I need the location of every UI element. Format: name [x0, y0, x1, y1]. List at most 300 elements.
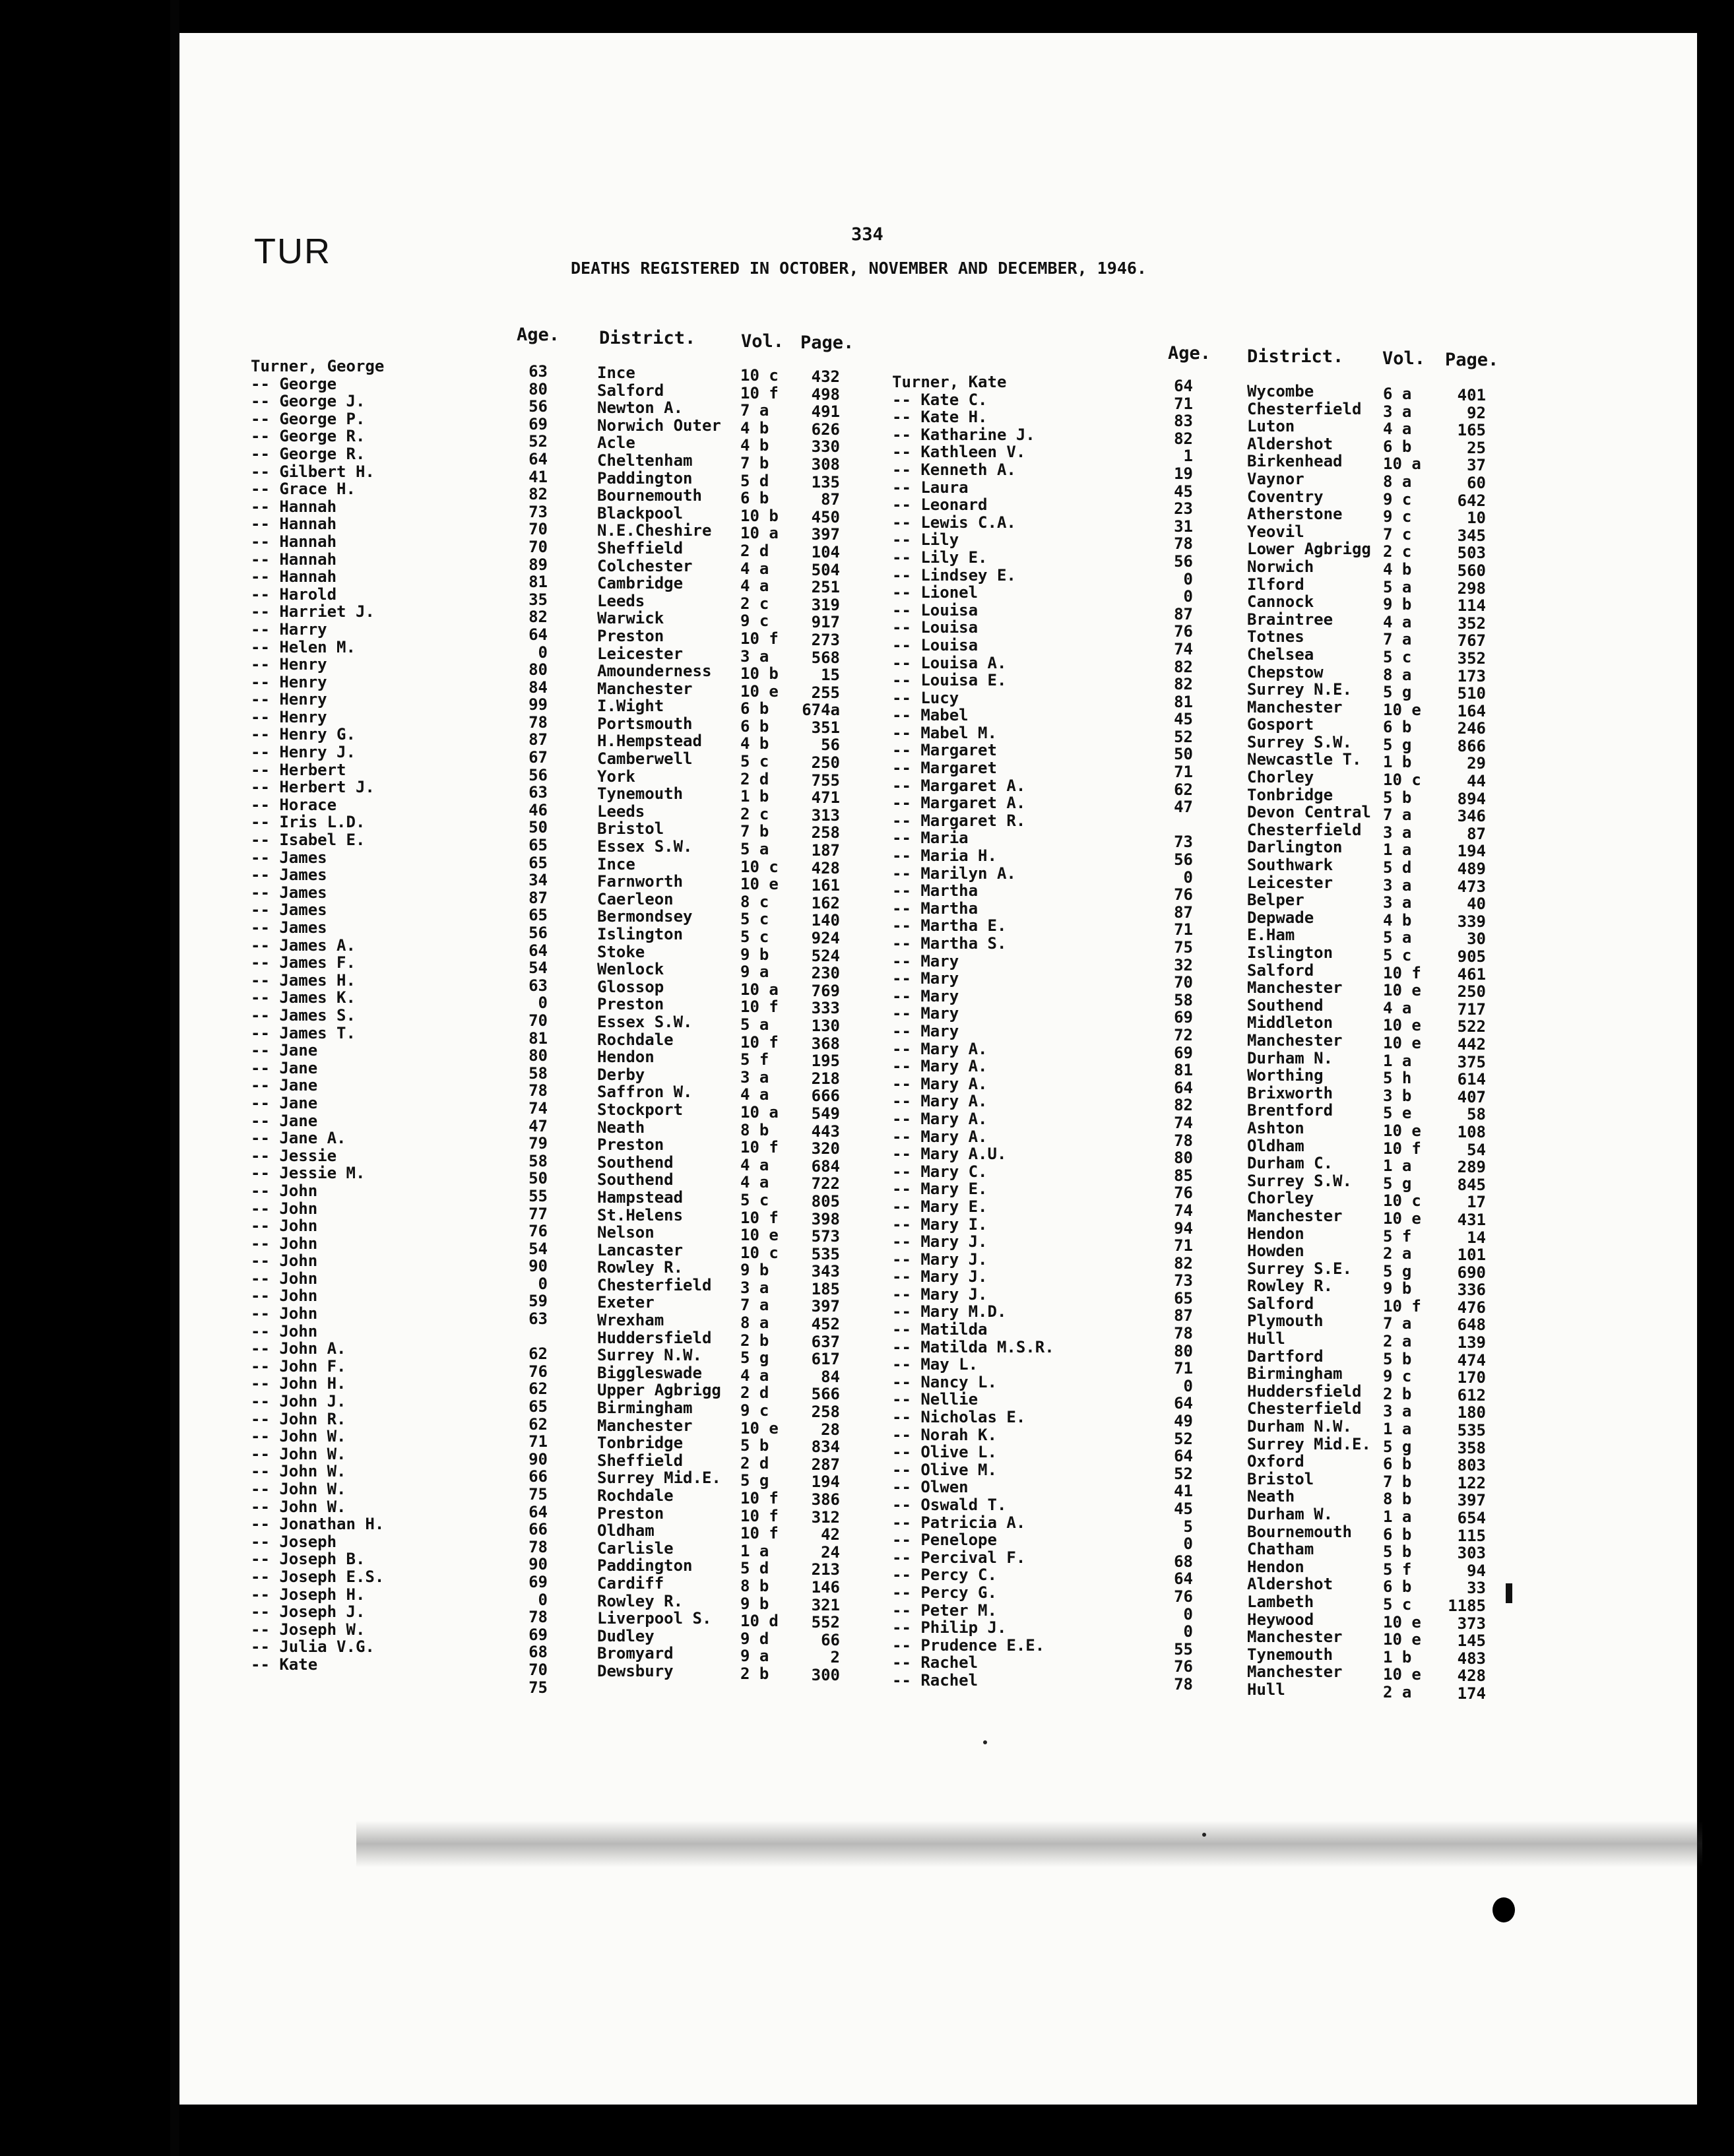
entry-vol: 7 b [740, 822, 769, 841]
entry-page: 566 [811, 1385, 840, 1404]
entry-district: Oxford [1247, 1452, 1304, 1471]
entry-district: Rochdale [597, 1486, 674, 1505]
entry-district: Dudley [597, 1626, 655, 1645]
entry-name: -- Kate C. [892, 390, 988, 409]
entry-page: 303 [1457, 1544, 1486, 1563]
entry-age: 52 [1174, 727, 1193, 746]
entry-age: 76 [1174, 885, 1193, 904]
entry-name: -- Harriet J. [251, 602, 375, 621]
entry-page: 805 [811, 1191, 840, 1211]
entry-name: -- Lewis C.A. [892, 513, 1016, 532]
entry-page: 483 [1457, 1649, 1486, 1668]
entry-name: -- Mary A. [892, 1127, 988, 1146]
entry-age: 65 [529, 1397, 548, 1416]
entry-name: -- Henry [251, 655, 327, 674]
entry-vol: 5 d [1383, 858, 1412, 877]
entry-district: Warwick [597, 609, 664, 628]
entry-age: 80 [529, 1046, 548, 1065]
entry-district: Caerleon [597, 889, 674, 908]
entry-district: Colchester [597, 556, 693, 575]
entry-page: 535 [1457, 1421, 1486, 1440]
entry-vol [740, 1683, 780, 1701]
entry-district: Aldershot [1247, 434, 1333, 453]
entry-age: 23 [1174, 499, 1193, 519]
entry-name: -- Maria H. [892, 846, 997, 866]
entry-district: Chepstow [1247, 662, 1324, 682]
entry-name: -- Jane [251, 1076, 318, 1095]
entry-district: Neath [597, 1118, 645, 1137]
entry-page: 834 [811, 1438, 840, 1457]
entry-district: Brixworth [1247, 1083, 1333, 1102]
entry-name: -- James A. [251, 935, 356, 955]
entry-vol: 10 e [1383, 1665, 1421, 1684]
entry-name: -- Mary J. [892, 1250, 988, 1269]
entry-age: 85 [1174, 1166, 1193, 1185]
entry-age: 49 [1174, 1412, 1193, 1431]
entry-page: 330 [811, 437, 840, 457]
entry-vol: 3 a [1383, 402, 1412, 421]
entry-name: -- Percy C. [892, 1566, 997, 1585]
entry-name: -- James T. [251, 1023, 356, 1042]
entry-age: 54 [529, 959, 548, 978]
entry-vol: 10 a [740, 524, 779, 543]
entry-age: 68 [529, 1643, 548, 1662]
entry-vol: 10 c [1383, 771, 1421, 790]
entry-age: 82 [529, 608, 548, 627]
entry-page: 162 [811, 893, 840, 912]
entry-name: -- Margaret A. [892, 794, 1026, 813]
entry-vol: 1 a [1383, 1051, 1412, 1070]
entry-district: Rowley R. [1247, 1277, 1333, 1296]
entry-name: -- George J. [251, 392, 366, 411]
entry-vol: 10 e [1383, 981, 1421, 1000]
entry-name: -- Joseph H. [251, 1585, 366, 1604]
entry-district: Gosport [1247, 715, 1314, 734]
entry-age [508, 1328, 548, 1346]
entry-district: Paddington [597, 1556, 693, 1575]
entry-name: -- John W. [251, 1462, 346, 1481]
entry-district: Manchester [1247, 697, 1343, 716]
entry-district: Huddersfield [597, 1328, 712, 1347]
entry-age: 70 [529, 537, 548, 556]
entry-age: 81 [1174, 1061, 1193, 1080]
speck [1202, 1833, 1206, 1837]
entry-page: 213 [811, 1560, 840, 1579]
entry-vol: 5 b [1383, 1349, 1412, 1368]
entry-district: Surrey Mid.E. [597, 1469, 721, 1488]
entry-vol: 10 e [1383, 1121, 1421, 1140]
entry-vol: 5 b [1383, 788, 1412, 807]
entry-name: -- John H. [251, 1374, 346, 1393]
entry-page: 767 [1457, 631, 1486, 650]
entry-age: 80 [1174, 1149, 1193, 1168]
entry-vol: 10 b [740, 506, 779, 525]
entry-age: 64 [529, 941, 548, 960]
entry-name: -- Isabel E. [251, 831, 366, 850]
entry-district: Stockport [597, 1100, 684, 1119]
entry-vol: 9 a [740, 1647, 769, 1666]
entry-age: 69 [529, 1572, 548, 1591]
entry-age: 87 [1174, 903, 1193, 922]
entry-name: -- John [251, 1269, 318, 1288]
entry-page: 28 [821, 1420, 840, 1439]
entry-district: Preston [597, 1135, 664, 1155]
entry-page: 428 [811, 858, 840, 877]
entry-age: 80 [529, 660, 548, 680]
entry-name: -- Henry G. [251, 725, 356, 744]
entry-age: 64 [529, 1502, 548, 1521]
entry-page: 450 [811, 507, 840, 526]
entry-district: Leicester [597, 644, 684, 663]
entry-vol: 10 e [1383, 1612, 1421, 1632]
entry-name: -- Martha [892, 881, 979, 901]
entry-page: 397 [811, 525, 840, 544]
entry-district: Salford [1247, 961, 1314, 980]
entry-page: 654 [1457, 1509, 1486, 1527]
entry-vol: 5 c [1383, 647, 1412, 666]
entry-vol: 10 b [740, 664, 779, 683]
entry-vol: 1 a [1383, 1420, 1412, 1439]
entry-name: -- Henry [251, 707, 327, 726]
entry-district: Surrey S.W. [1247, 1171, 1352, 1190]
entry-page: 333 [811, 999, 840, 1018]
right-district-column [1247, 383, 1379, 1699]
entry-age: 84 [529, 678, 548, 697]
entry-age: 80 [529, 379, 548, 398]
entry-age: 68 [1174, 1552, 1193, 1571]
entry-age: 94 [1174, 1219, 1193, 1238]
entry-district: Chorley [1247, 768, 1314, 787]
entry-page: 170 [1457, 1368, 1486, 1387]
entry-page: 674a [802, 701, 840, 720]
entry-page: 352 [1457, 614, 1486, 633]
scan-border [170, 0, 179, 2156]
entry-age: 34 [529, 871, 548, 890]
entry-page: 104 [811, 542, 840, 561]
entry-vol: 6 b [1383, 1455, 1412, 1474]
entry-page: 346 [1457, 807, 1486, 826]
entry-vol: 8 a [740, 1314, 769, 1333]
entry-age: 74 [1174, 1201, 1193, 1220]
entry-age: 63 [529, 362, 548, 381]
entry-name: -- James [251, 901, 327, 920]
entry-name: -- John W. [251, 1480, 346, 1498]
entry-district: Norwich Outer [597, 416, 721, 435]
entry-name: -- Kate [251, 1655, 318, 1674]
entry-name: -- John [251, 1217, 318, 1236]
entry-vol: 5 g [1383, 683, 1412, 702]
entry-district: Derby [597, 1065, 645, 1084]
entry-page: 287 [811, 1455, 840, 1474]
entry-district: Brentford [1247, 1101, 1333, 1120]
entry-district: Dewsbury [597, 1661, 674, 1680]
entry-page: 503 [1457, 544, 1486, 563]
entry-age: 31 [1174, 517, 1193, 536]
entry-vol: 10 e [1383, 1033, 1421, 1052]
entry-district: St.Helens [597, 1205, 684, 1224]
left-district-column [597, 364, 736, 1697]
entry-age: 81 [529, 573, 548, 592]
entry-age: 64 [1174, 1394, 1193, 1413]
entry-age: 50 [1174, 745, 1193, 764]
entry-district: Tynemouth [1247, 1645, 1333, 1664]
entry-district: Bromyard [597, 1644, 674, 1663]
entry-name: -- Grace H. [251, 480, 356, 499]
entry-age: 90 [529, 1449, 548, 1469]
entry-vol: 3 a [740, 647, 769, 666]
entry-vol: 3 a [1383, 893, 1412, 912]
entry-page: 722 [811, 1174, 840, 1193]
entry-vol: 6 b [1383, 437, 1412, 456]
entry-age: 19 [1174, 464, 1193, 483]
entry-name: -- Matilda M.S.R. [892, 1337, 1054, 1356]
entry-district: Oldham [597, 1521, 655, 1540]
entry-page: 94 [1467, 1561, 1486, 1580]
entry-age: 32 [1174, 955, 1193, 974]
entry-page: 522 [1457, 1017, 1486, 1036]
entry-page: 2 [830, 1648, 840, 1667]
entry-vol: 10 f [1383, 1296, 1421, 1316]
entry-vol: 8 a [1383, 472, 1412, 491]
entry-vol: 7 c [1383, 524, 1412, 544]
entry-vol: 5 c [1383, 1595, 1412, 1614]
entry-name: -- Henry [251, 672, 327, 691]
entry-vol: 10 c [740, 1243, 779, 1262]
entry-page: 29 [1467, 754, 1486, 773]
entry-vol: 5 g [1383, 735, 1412, 754]
entry-page: 56 [821, 736, 840, 755]
entry-vol: 6 b [740, 716, 769, 736]
entry-name: -- John [251, 1304, 318, 1323]
entry-page: 313 [811, 806, 840, 825]
entry-vol: 7 a [1383, 1314, 1412, 1333]
entry-vol: 5 b [1383, 1542, 1412, 1562]
entry-district: Manchester [597, 1416, 693, 1435]
entry-district: Preston [597, 626, 664, 645]
entry-name: -- Jane [251, 1058, 318, 1077]
entry-age: 63 [529, 976, 548, 995]
entry-district: Aldershot [1247, 1575, 1333, 1594]
entry-vol: 2 d [740, 1453, 769, 1473]
entry-district: Amounderness [597, 662, 712, 681]
entry-age: 59 [529, 1292, 548, 1311]
entry-age: 82 [1174, 1096, 1193, 1115]
entry-district: Exeter [597, 1293, 655, 1312]
entry-district: Huddersfield [1247, 1381, 1362, 1401]
entry-page: 866 [1457, 736, 1486, 755]
entry-page: 101 [1457, 1246, 1486, 1265]
entry-name: -- Iris L.D. [251, 813, 366, 832]
entry-district: Oldham [1247, 1136, 1304, 1155]
entry-vol: 2 c [740, 594, 769, 613]
entry-vol: 3 a [740, 1067, 769, 1087]
entry-vol: 1 a [740, 1541, 769, 1560]
entry-name: -- Harry [251, 619, 327, 639]
right-name-column [892, 373, 1090, 1690]
entry-district: Tonbridge [1247, 785, 1333, 804]
entry-age: 71 [1174, 394, 1193, 413]
entry-vol: 7 a [740, 401, 769, 420]
entry-name: -- Patricia A. [892, 1513, 1026, 1532]
entry-district: Southwark [1247, 856, 1333, 875]
entry-district: Salford [1247, 1294, 1314, 1313]
entry-age: 0 [1183, 569, 1193, 588]
left-vol-column [740, 367, 780, 1700]
entry-page: 298 [1457, 579, 1486, 598]
entry-district: Salford [597, 381, 664, 400]
entry-district: Blackpool [597, 503, 684, 523]
entry-vol: 3 a [740, 1278, 769, 1297]
entry-page: 845 [1457, 1175, 1486, 1194]
entry-district: Ilford [1247, 575, 1304, 594]
entry-vol: 5 a [740, 1015, 769, 1034]
entry-vol: 3 b [1383, 1086, 1412, 1105]
entry-name: -- Nellie [892, 1390, 979, 1409]
entry-vol: 7 a [1383, 806, 1412, 825]
entry-age: 0 [538, 1590, 548, 1609]
entry-district: Wycombe [1247, 382, 1314, 400]
entry-page: 524 [811, 946, 840, 965]
entry-age: 50 [529, 1169, 548, 1188]
entry-page: 684 [811, 1157, 840, 1176]
entry-district: Rowley R. [597, 1591, 684, 1610]
entry-page: 343 [811, 1262, 840, 1281]
entry-vol: 5 c [740, 928, 769, 946]
entry-name: -- Katharine J. [892, 425, 1035, 444]
entry-vol: 9 b [740, 945, 769, 964]
entry-district: York [597, 767, 635, 786]
entry-district: Durham C. [1247, 1154, 1333, 1173]
entry-district: Durham N.W. [1247, 1417, 1352, 1436]
entry-district: Bermondsey [597, 907, 693, 926]
entry-district: Wenlock [597, 960, 664, 979]
entry-name: -- Joseph [251, 1532, 337, 1551]
entry-district: Bournemouth [597, 486, 702, 505]
entry-name: -- Kenneth A. [892, 460, 1016, 479]
entry-district: Lambeth [1247, 1592, 1314, 1611]
entry-district: Cheltenham [597, 451, 693, 470]
entry-vol: 4 a [740, 1155, 769, 1174]
entry-name: -- Jane [251, 1093, 318, 1112]
entry-page: 251 [811, 578, 840, 597]
entry-name: -- Mary M.D. [892, 1302, 1007, 1321]
entry-vol: 2 a [1383, 1244, 1412, 1263]
entry-page: 398 [811, 1209, 840, 1228]
entry-district: Manchester [597, 679, 693, 698]
entry-age: 80 [1174, 1341, 1193, 1360]
left-name-column [251, 358, 416, 1691]
entry-name: -- Hannah [251, 550, 337, 569]
entry-vol: 10 a [740, 1102, 779, 1122]
entry-page: 489 [1457, 860, 1486, 879]
entry-name: -- Jessie M. [251, 1164, 366, 1183]
entry-age: 87 [1174, 604, 1193, 623]
entry-district: Heywood [1247, 1610, 1314, 1629]
entry-district: H.Hempstead [597, 732, 702, 751]
entry-name: -- Horace [251, 795, 337, 814]
entry-vol: 4 a [740, 1085, 769, 1104]
entry-district: Surrey N.W. [597, 1346, 702, 1365]
entry-vol: 1 b [1383, 1647, 1412, 1666]
entry-age: 56 [1174, 850, 1193, 870]
entry-page: 115 [1457, 1526, 1486, 1545]
entry-name: -- Nicholas E. [892, 1408, 1026, 1427]
entry-name: -- Kate H. [892, 408, 988, 427]
right-vol-column [1383, 385, 1423, 1701]
entry-page: 535 [811, 1244, 840, 1263]
page-header-right: Page. [1445, 350, 1499, 370]
entry-page: 218 [811, 1069, 840, 1088]
entry-district: Birkenhead [1247, 452, 1343, 471]
entry-age: 45 [1174, 710, 1193, 729]
entry-age: 64 [529, 625, 548, 644]
entry-age: 63 [529, 783, 548, 802]
entry-name: -- George [251, 374, 337, 393]
entry-name: -- Mary A. [892, 1039, 988, 1058]
entry-page: 40 [1467, 895, 1486, 914]
entry-district: Lower Agbrigg [1247, 540, 1371, 559]
vol-header-right: Vol. [1382, 348, 1426, 369]
entry-page: 368 [811, 1034, 840, 1053]
entry-district: Coventry [1247, 487, 1324, 506]
entry-name: -- Louisa [892, 635, 979, 654]
entry-age: 66 [529, 1520, 548, 1539]
entry-name: -- Lily E. [892, 548, 988, 567]
entry-age: 76 [529, 1362, 548, 1381]
entry-name: -- James [251, 883, 327, 902]
entry-district: Manchester [1247, 1628, 1343, 1647]
entry-vol: 10 e [740, 682, 779, 701]
entry-vol: 5 d [740, 471, 769, 490]
entry-district: Sheffield [597, 538, 684, 557]
entry-page: 452 [811, 1315, 840, 1334]
entry-vol: 1 b [740, 787, 769, 806]
entry-district: Neath [1247, 1487, 1295, 1506]
entry-vol: 9 c [1383, 507, 1412, 526]
entry-district: Leeds [597, 591, 645, 610]
entry-page: 568 [811, 648, 840, 667]
entry-page: 690 [1457, 1263, 1486, 1282]
entry-vol: 9 a [740, 963, 769, 982]
entry-district: Southend [597, 1170, 674, 1189]
entry-name: -- John [251, 1181, 318, 1200]
entry-district: Dartford [1247, 1347, 1324, 1366]
entry-name: -- Jane [251, 1041, 318, 1060]
entry-vol: 5 c [1383, 946, 1412, 965]
entry-name: -- John F. [251, 1356, 346, 1376]
entry-age: 69 [1174, 1043, 1193, 1062]
entry-age: 70 [529, 1011, 548, 1030]
entry-district: Hull [1247, 1329, 1285, 1348]
entry-age: 78 [1174, 1674, 1193, 1694]
entry-vol: 7 b [740, 453, 769, 472]
entry-age: 78 [1174, 534, 1193, 554]
entry-page: 60 [1467, 473, 1486, 492]
entry-vol: 4 a [740, 577, 769, 596]
entry-district: Chesterfield [1247, 820, 1362, 839]
entry-name: -- Mabel [892, 706, 969, 725]
entry-age: 0 [538, 1274, 548, 1293]
entry-vol: 10 f [740, 998, 779, 1017]
entry-vol: 10 f [740, 1138, 779, 1157]
entry-age: 46 [529, 800, 548, 819]
entry-page: 15 [821, 666, 840, 685]
entry-age: 76 [1174, 1184, 1193, 1203]
entry-district: Preston [597, 1504, 664, 1523]
entry-name: -- Mary J. [892, 1267, 988, 1286]
entry-vol: 5 c [740, 910, 769, 929]
entry-vol: 1 a [1383, 1507, 1412, 1526]
